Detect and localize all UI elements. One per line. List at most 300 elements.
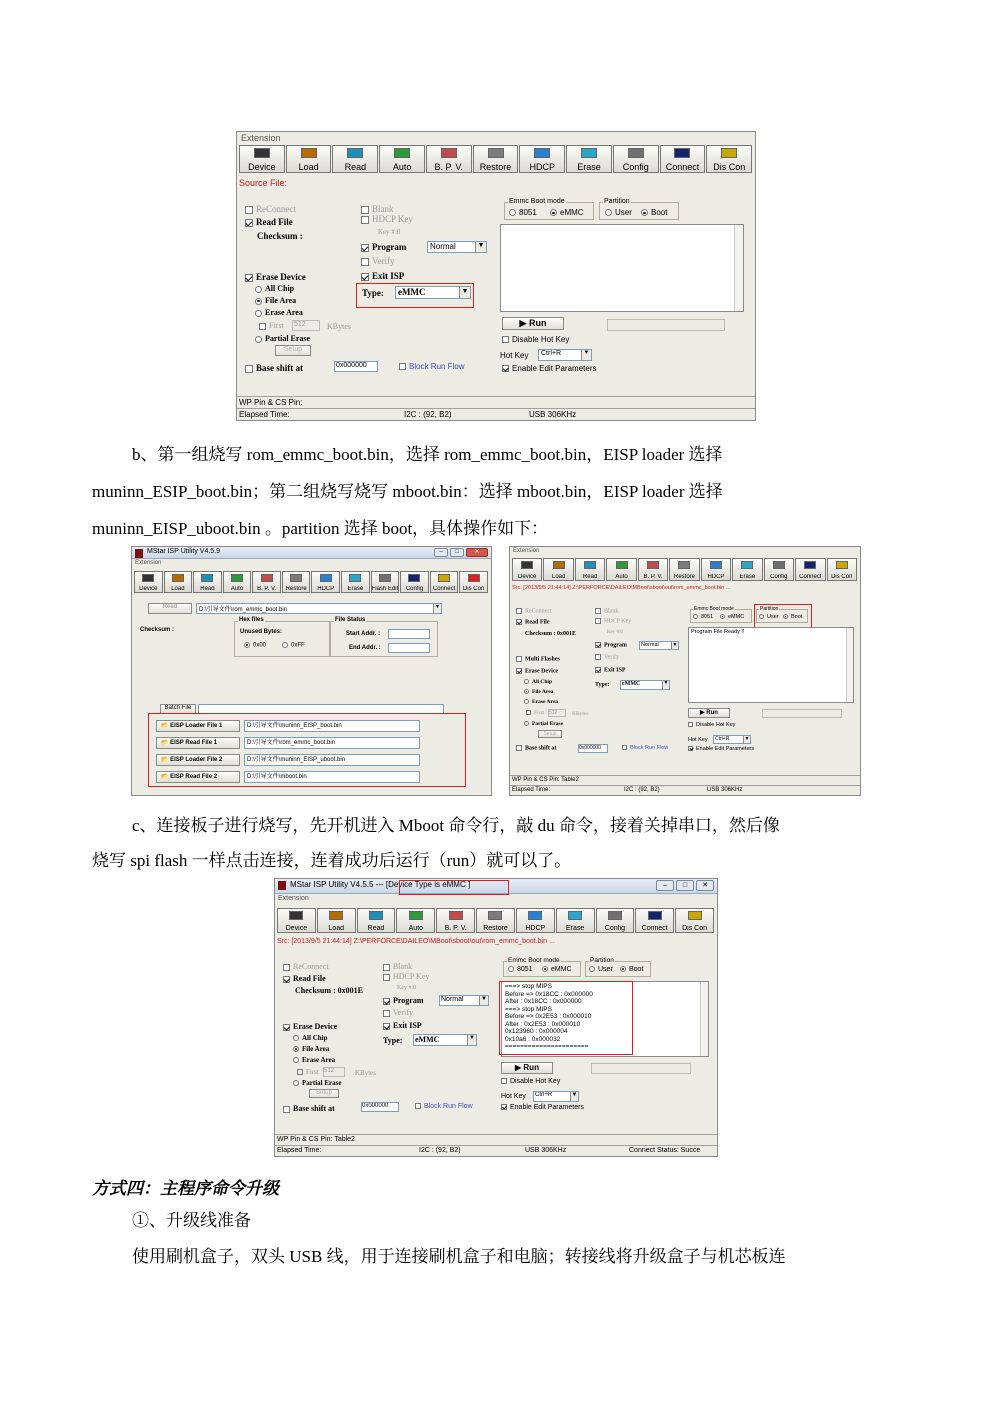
toolbar-label: Device	[248, 162, 276, 172]
blank-checkbox[interactable]: Blank	[383, 962, 412, 971]
program-checkbox[interactable]: Program	[595, 642, 627, 648]
usb-status: USB 306KHz	[529, 410, 577, 419]
enable-edit-parameters-checkbox[interactable]: Enable Edit Parameters	[688, 746, 754, 752]
toolbar-label: Dis Con	[713, 162, 746, 172]
toolbar-label: HDCP	[707, 574, 725, 580]
base-shift-input[interactable]: 0x000000	[361, 1102, 399, 1112]
toolbar-label: Device	[518, 574, 537, 580]
toolbar-connect-button[interactable]	[635, 908, 674, 933]
minimize-button[interactable]: –	[656, 880, 674, 891]
type-label: Type:	[383, 1036, 403, 1045]
restore-icon	[290, 574, 302, 582]
toolbar-label: Connect	[799, 574, 822, 580]
toolbar-label: Erase	[577, 162, 601, 172]
checksum-label: Checksum : 0x001E	[295, 986, 364, 995]
log-line: After : 0x2E53 : 0x000010	[505, 1020, 581, 1028]
toolbar-label: Erase	[565, 925, 585, 932]
run-icon: ▶	[700, 710, 707, 716]
toolbar-label: Restore	[479, 162, 512, 172]
toolbar-dis-con-button[interactable]	[459, 571, 488, 593]
config-icon	[628, 148, 644, 158]
program-mode-select[interactable]: Normal ▼	[641, 642, 678, 648]
all-chip-radio[interactable]: All Chip	[293, 1034, 327, 1042]
log-box[interactable]	[500, 224, 744, 312]
partition-highlight-box	[754, 604, 812, 629]
exit-isp-checkbox[interactable]: Exit ISP	[361, 271, 404, 281]
base-shift-checkbox[interactable]: Base shift at	[516, 745, 556, 751]
setup-button[interactable]: Setup	[538, 730, 562, 738]
file-status-title: File Status	[335, 617, 366, 623]
fill-ff-radio[interactable]: 0xFF	[282, 642, 305, 649]
program-checkbox[interactable]: Program	[383, 996, 424, 1005]
close-button[interactable]: ✕	[696, 880, 714, 891]
toolbar-auto-button[interactable]	[223, 571, 252, 593]
toolbar-device-button[interactable]	[134, 571, 163, 593]
elapsed-time: Elapsed Time:	[239, 410, 290, 419]
emmc-boot-mode-title: Emmc Boot mode	[508, 957, 560, 964]
disable-hot-key-checkbox[interactable]: Disable Hot Key	[502, 335, 569, 344]
eisp-file-4-path[interactable]: D:\引导文件\mboot.bin	[244, 771, 420, 783]
toolbar-read-button[interactable]	[357, 908, 396, 933]
blank-checkbox[interactable]: Blank	[361, 204, 394, 214]
verify-checkbox[interactable]: Verify	[361, 256, 395, 266]
toolbar-label: Auto	[615, 574, 628, 580]
hdcp-icon	[710, 561, 722, 569]
toolbar-label: Connect	[641, 925, 668, 932]
toolbar-label: Connect	[432, 586, 456, 592]
menu-extension[interactable]: Extension	[135, 560, 162, 566]
erase-icon	[568, 911, 582, 920]
toolbar-config-button[interactable]	[596, 908, 635, 933]
partition-title: Partition	[590, 957, 614, 964]
dis-con-icon	[721, 148, 737, 158]
log-line: ===> stop MIPS	[505, 983, 552, 990]
log-highlight-box	[499, 981, 633, 1055]
hot-key-select[interactable]: Ctrl+R ▼	[538, 349, 592, 361]
type-select[interactable]: eMMC ▼	[395, 286, 471, 299]
read-file-path[interactable]: D:\引导文件\rom_emmc_boot.bin ▼	[196, 603, 442, 614]
toolbar-label: Config	[405, 586, 424, 592]
usb-status: USB 306KHz	[707, 787, 743, 793]
hdcp-key-checkbox[interactable]: HDCP Key	[595, 618, 631, 624]
file-area-radio[interactable]: File Area	[255, 296, 296, 305]
toolbar-hdcp-button[interactable]	[516, 908, 555, 933]
run-button[interactable]: ▶ Run	[502, 317, 564, 330]
reconnect-checkbox[interactable]: ReConnect	[245, 204, 296, 214]
toolbar-hdcp-button[interactable]	[701, 558, 731, 581]
erase-device-checkbox[interactable]: Erase Device	[245, 272, 306, 282]
read-button[interactable]: Read	[148, 603, 192, 614]
toolbar-label: HDCP	[525, 925, 546, 932]
toolbar-load-button[interactable]	[286, 145, 332, 173]
first-kbytes-input[interactable]: 512	[292, 320, 320, 331]
kbytes-label: KBytes	[327, 322, 351, 331]
toolbar-label: Auto	[408, 925, 424, 932]
minimize-button[interactable]: –	[434, 548, 448, 557]
verify-checkbox[interactable]: Verify	[383, 1008, 413, 1017]
end-address-field	[388, 643, 430, 653]
eisp-file-3-path[interactable]: D:\引导文件\muninn_EISP_uboot.bin	[244, 754, 420, 766]
eisp-file-2-path[interactable]: D:\引导文件\rom_emmc_boot.bin	[244, 737, 420, 749]
toolbar-config-button[interactable]	[613, 145, 659, 173]
isp-utility-window-left	[131, 546, 492, 796]
device-icon	[142, 574, 154, 582]
para-b-line-2: muninn_ESIP_boot.bin；第二组烧写烧写 mboot.bin：选择 mboot.bin，EISP loader 选择	[92, 482, 723, 501]
usb-status: USB 306KHz	[525, 1147, 567, 1154]
auto-icon	[394, 148, 410, 158]
toolbar	[277, 908, 715, 933]
toolbar-dis-con-button[interactable]	[706, 145, 752, 173]
toolbar-erase-button[interactable]	[341, 571, 370, 593]
run-icon: ▶	[515, 1063, 524, 1072]
hot-key-select[interactable]: Ctrl+R ▼	[533, 1091, 579, 1102]
eisp-file-3-button[interactable]: 📂 EISP Loader File 2	[156, 754, 240, 766]
erase-icon	[741, 561, 753, 569]
toolbar-device-button[interactable]	[239, 145, 285, 173]
hdcp-icon	[320, 574, 332, 582]
restore-icon	[488, 148, 504, 158]
para-last: 使用刷机盒子，双头 USB 线，用于连接刷机盒子和电脑；转接线将升级盒子与机芯板连	[132, 1247, 786, 1266]
checksum-label: Checksum :	[140, 627, 175, 633]
type-label: Type:	[362, 288, 384, 298]
read-icon	[347, 148, 363, 158]
base-shift-checkbox[interactable]: Base shift at	[245, 363, 303, 373]
setup-button[interactable]: Setup	[309, 1089, 339, 1098]
status-bar-wp: WP Pin & CS Pin: Table2	[510, 775, 860, 785]
toolbar-label: Config	[604, 925, 626, 932]
dis-con-icon	[468, 574, 480, 582]
partition-boot-radio[interactable]: Boot	[783, 614, 802, 620]
unused-bytes-label: Unused Bytes:	[240, 629, 283, 635]
toolbar-hdcp-button[interactable]	[519, 145, 565, 173]
connect-status: Connect Status: Succe	[629, 1147, 701, 1154]
toolbar-read-button[interactable]	[332, 145, 378, 173]
read-file-checkbox[interactable]: Read File	[283, 974, 326, 983]
b-p-v-icon	[449, 911, 463, 920]
para-c-line-2: 烧写 spi flash 一样点击连接，连着成功后运行（run）就可以了。	[92, 851, 572, 870]
start-address-field	[388, 629, 430, 639]
log-line: 0x10a6 : 0x000032	[505, 1035, 561, 1043]
toolbar-restore-button[interactable]	[476, 908, 515, 933]
mode-emmc-radio[interactable]: eMMC	[720, 614, 744, 620]
disable-hot-key-checkbox[interactable]: Disable Hot Key	[501, 1078, 560, 1085]
log-scrollbar[interactable]	[700, 982, 708, 1056]
auto-icon	[231, 574, 243, 582]
first-checkbox[interactable]: First	[526, 710, 544, 716]
hot-key-label: Hot Key	[688, 737, 708, 743]
device-type-highlight-box	[399, 880, 509, 895]
toolbar-label: Restore	[285, 586, 307, 592]
partition-user-radio[interactable]: User	[759, 614, 779, 620]
exit-isp-checkbox[interactable]: Exit ISP	[383, 1021, 422, 1030]
mode-8051-radio[interactable]: 8051	[508, 966, 533, 973]
toolbar-label: B. P. V.	[643, 574, 663, 580]
partition-boot-radio[interactable]: Boot	[641, 208, 667, 217]
menu-bar	[132, 560, 491, 569]
toolbar-label: B. P. V.	[444, 925, 467, 932]
hdcp-key-checkbox[interactable]: HDCP Key	[361, 214, 413, 224]
file-area-radio[interactable]: File Area	[293, 1045, 329, 1053]
menu-bar	[275, 895, 717, 906]
mode-8051-radio[interactable]: 8051	[509, 208, 537, 217]
toolbar-label: Read	[200, 586, 215, 592]
file-area-radio[interactable]: File Area	[524, 689, 553, 695]
toolbar-label: Restore	[673, 574, 695, 580]
toolbar-load-button[interactable]	[543, 558, 573, 581]
section-heading: 方式四：主程序命令升级	[92, 1179, 279, 1199]
toolbar-auto-button[interactable]	[379, 145, 425, 173]
log-scrollbar[interactable]	[846, 628, 853, 702]
run-button[interactable]: ▶ Run	[688, 708, 730, 718]
read-file-checkbox[interactable]: Read File	[245, 217, 293, 227]
toolbar-label: Device	[285, 925, 308, 932]
read-file-checkbox[interactable]: Read File	[516, 619, 550, 625]
source-path: Src: [2013/9/5 21:44:14] Z:\PERFORCE\DAILEO\MBoot\sboot\out\rom_emmc_boot.bin ...	[512, 585, 731, 591]
i2c-status: I2C : (92, B2)	[419, 1147, 461, 1154]
erase-area-radio[interactable]: Erase Area	[293, 1056, 335, 1064]
toolbar-label: Config	[770, 574, 788, 580]
partial-erase-radio[interactable]: Partial Erase	[293, 1079, 341, 1087]
toolbar-dis-con-button[interactable]	[827, 558, 857, 581]
status-bar-wp: WP Pin & CS Pin:	[237, 396, 755, 408]
log-scrollbar[interactable]	[734, 225, 743, 311]
connect-icon	[648, 911, 662, 920]
reconnect-checkbox[interactable]: ReConnect	[516, 608, 552, 614]
toolbar-label: HDCP	[317, 586, 335, 592]
folder-icon: 📂	[161, 740, 171, 746]
exit-isp-checkbox[interactable]: Exit ISP	[595, 667, 626, 673]
base-shift-input[interactable]: 0x000000	[578, 744, 608, 753]
dis-con-icon	[688, 911, 702, 920]
erase-icon	[349, 574, 361, 582]
load-icon	[172, 574, 184, 582]
toolbar-label: Read	[367, 925, 385, 932]
emmc-boot-mode-title: Emmc Boot mode	[509, 198, 565, 205]
erase-area-radio[interactable]: Erase Area	[524, 699, 558, 705]
eisp-file-1-path[interactable]: D:\引导文件\muninn_EISP_boot.bin	[244, 720, 420, 732]
b-p-v-icon	[261, 574, 273, 582]
isp-utility-window-3	[274, 878, 718, 1157]
eisp-file-4-button[interactable]: 📂 EISP Read File 2	[156, 771, 240, 783]
toolbar-label: Restore	[483, 925, 508, 932]
first-kbytes-input[interactable]: 512	[548, 709, 566, 717]
eisp-file-1-button[interactable]: 📂 EISP Loader File 1	[156, 720, 240, 732]
toolbar-erase-button[interactable]	[566, 145, 612, 173]
menu-extension[interactable]: Extension	[278, 895, 309, 902]
erase-icon	[581, 148, 597, 158]
toolbar-device-button[interactable]	[512, 558, 542, 581]
hdcp-key-checkbox[interactable]: HDCP Key	[383, 972, 429, 981]
toolbar-connect-button[interactable]	[795, 558, 825, 581]
isp-extension-window-2	[509, 546, 861, 796]
toolbar-label: Erase	[347, 586, 364, 592]
close-button[interactable]: ✕	[466, 548, 488, 557]
toolbar	[512, 558, 858, 581]
block-run-flow-checkbox[interactable]: Block Run Flow	[415, 1103, 473, 1110]
app-icon	[278, 881, 286, 890]
folder-icon: 📂	[161, 757, 171, 763]
start-address-label: Start Addr. :	[346, 631, 381, 637]
mode-emmc-radio[interactable]: eMMC	[542, 966, 572, 973]
erase-device-checkbox[interactable]: Erase Device	[516, 668, 558, 674]
load-icon	[329, 911, 343, 920]
checksum-label: Checksum : 0x001E	[525, 631, 577, 637]
type-select[interactable]: eMMC ▼	[620, 680, 670, 690]
disable-hot-key-checkbox[interactable]: Disable Hot Key	[688, 722, 735, 728]
verify-checkbox[interactable]: Verify	[595, 654, 619, 660]
eisp-file-2-button[interactable]: 📂 EISP Read File 1	[156, 737, 240, 749]
block-run-flow-checkbox[interactable]: Block Run Flow	[399, 362, 465, 371]
toolbar-read-button[interactable]	[193, 571, 222, 593]
hdcp-icon	[528, 911, 542, 920]
key-number: Key #:0	[378, 228, 401, 236]
first-checkbox[interactable]: First	[259, 321, 284, 330]
partial-erase-radio[interactable]: Partial Erase	[255, 334, 310, 343]
toolbar-b-p-v-button[interactable]	[436, 908, 475, 933]
log-line: Program File Ready !!	[691, 629, 745, 635]
base-shift-checkbox[interactable]: Base shift at	[283, 1104, 335, 1113]
toolbar-label: B. P. V.	[434, 162, 464, 172]
partition-boot-radio[interactable]: Boot	[620, 966, 643, 973]
elapsed-time: Elapsed Time:	[512, 787, 551, 793]
reconnect-checkbox[interactable]: ReConnect	[283, 962, 329, 971]
toolbar-erase-button[interactable]	[732, 558, 762, 581]
maximize-button[interactable]: □	[676, 880, 694, 891]
type-select[interactable]: eMMC ▼	[413, 1034, 477, 1046]
kbytes-label: KBytes	[355, 1069, 376, 1077]
toolbar-auto-button[interactable]	[606, 558, 636, 581]
window-title: Extension	[241, 133, 281, 143]
toolbar-label: Auto	[230, 586, 244, 592]
auto-icon	[409, 911, 423, 920]
key-number: Key #:0	[397, 985, 417, 991]
multi-flashes-checkbox[interactable]: Multi Flashes	[516, 656, 560, 662]
connect-icon	[438, 574, 450, 582]
log-line: Before => 0x18CC : 0x000000	[505, 990, 593, 998]
run-button[interactable]: ▶ Run	[501, 1062, 553, 1074]
fill-00-radio[interactable]: 0x00	[244, 642, 266, 649]
toolbar-label: Load	[298, 162, 319, 172]
toolbar-restore-button[interactable]	[669, 558, 699, 581]
hot-key-select[interactable]: Ctrl+R ▼	[715, 736, 750, 742]
load-icon	[301, 148, 317, 158]
run-icon: ▶	[519, 318, 529, 328]
elapsed-time: Elapsed Time:	[277, 1147, 322, 1154]
device-icon	[254, 148, 270, 158]
partition-title: Partition	[604, 198, 630, 205]
enable-edit-parameters-checkbox[interactable]: Enable Edit Parameters	[501, 1104, 584, 1111]
toolbar-flash-edit-button[interactable]	[371, 571, 400, 593]
partition-user-radio[interactable]: User	[605, 208, 632, 217]
run-status-field	[607, 319, 725, 331]
toolbar-b-p-v-button[interactable]	[638, 558, 668, 581]
b-p-v-icon	[647, 561, 659, 569]
source-path: Src: [2013/9/5 21:44:14] Z:\PERFORCE\DAILEO\MBoot\sboot\out\rom_emmc_boot.bin ...	[277, 938, 555, 945]
title-bar: MStar ISP Utility V4.5.5 --- [Device Type is eMMC ] – □ ✕	[275, 879, 717, 894]
mode-emmc-radio[interactable]: eMMC	[550, 208, 584, 217]
end-address-label: End Addr. :	[349, 645, 381, 651]
toolbar-label: Load	[328, 925, 344, 932]
program-mode-select[interactable]: Normal ▼	[439, 995, 489, 1006]
toolbar-label: Load	[171, 586, 185, 592]
read-icon	[369, 911, 383, 920]
isp-extension-window-1	[236, 131, 756, 421]
mode-8051-radio[interactable]: 8051	[693, 614, 713, 620]
all-chip-radio[interactable]: All Chip	[255, 284, 294, 293]
toolbar-b-p-v-button[interactable]	[252, 571, 281, 593]
program-mode-select[interactable]: Normal ▼	[427, 241, 487, 253]
toolbar-connect-button[interactable]	[660, 145, 706, 173]
maximize-button[interactable]: □	[450, 548, 464, 557]
toolbar-load-button[interactable]	[317, 908, 356, 933]
run-status-field	[591, 1063, 691, 1074]
device-icon	[521, 561, 533, 569]
toolbar	[239, 145, 753, 173]
toolbar-config-button[interactable]	[764, 558, 794, 581]
toolbar-load-button[interactable]	[164, 571, 193, 593]
toolbar-restore-button[interactable]	[282, 571, 311, 593]
toolbar-connect-button[interactable]	[430, 571, 459, 593]
toolbar-read-button[interactable]	[575, 558, 605, 581]
hot-key-label: Hot Key	[501, 1093, 526, 1100]
blank-checkbox[interactable]: Blank	[595, 608, 618, 614]
partition-user-radio[interactable]: User	[589, 966, 613, 973]
log-box[interactable]	[688, 627, 854, 703]
i2c-status: I2C : (92, B2)	[624, 787, 660, 793]
toolbar-label: Erase	[739, 574, 756, 580]
toolbar-auto-button[interactable]	[396, 908, 435, 933]
toolbar-label: B. P. V.	[257, 586, 277, 592]
toolbar-label: Read	[582, 574, 598, 580]
emmc-boot-mode-title: Emmc Boot mode	[694, 606, 734, 612]
first-checkbox[interactable]: First	[297, 1068, 319, 1076]
partial-erase-radio[interactable]: Partial Erase	[524, 721, 563, 727]
i2c-status: I2C : (92, B2)	[404, 410, 452, 419]
erase-area-radio[interactable]: Erase Area	[255, 308, 303, 317]
load-icon	[553, 561, 565, 569]
toolbar-config-button[interactable]	[400, 571, 429, 593]
enable-edit-parameters-checkbox[interactable]: Enable Edit Parameters	[502, 364, 597, 373]
title-bar: MStar ISP Utility V4.5.9 – □ ✕	[132, 547, 491, 559]
para-b-line-1: b、第一组烧写 rom_emmc_boot.bin，选择 rom_emmc_boot.bin，EISP loader 选择	[132, 445, 723, 464]
toolbar-dis-con-button[interactable]	[675, 908, 714, 933]
para-c-line-1: c、连接板子进行烧写，先开机进入 Mboot 命令行，敲 du 命令，接着关掉串口，然后像	[132, 816, 780, 835]
block-run-flow-checkbox[interactable]: Block Run Flow	[622, 745, 668, 751]
b-p-v-icon	[441, 148, 457, 158]
toolbar-b-p-v-button[interactable]	[426, 145, 472, 173]
hex-files-group	[234, 621, 330, 657]
device-icon	[289, 911, 303, 920]
run-status-field	[762, 709, 842, 718]
all-chip-radio[interactable]: All Chip	[524, 679, 552, 685]
base-shift-input[interactable]: 0x000000	[334, 361, 378, 372]
toolbar-restore-button[interactable]	[473, 145, 519, 173]
batch-file-button[interactable]: Batch File	[160, 704, 196, 714]
erase-device-checkbox[interactable]: Erase Device	[283, 1022, 337, 1031]
toolbar-erase-button[interactable]	[556, 908, 595, 933]
checksum-label: Checksum :	[257, 231, 303, 241]
program-checkbox[interactable]: Program	[361, 242, 406, 252]
kbytes-label: KBytes	[572, 711, 589, 717]
first-kbytes-input[interactable]: 512	[323, 1067, 345, 1077]
folder-icon: 📂	[161, 774, 171, 780]
toolbar-hdcp-button[interactable]	[311, 571, 340, 593]
setup-button[interactable]: Setup	[275, 345, 311, 356]
toolbar-label: Config	[622, 162, 649, 172]
toolbar-label: Dis Con	[682, 925, 707, 932]
toolbar-device-button[interactable]	[277, 908, 316, 933]
para-b-line-3: muninn_EISP_uboot.bin 。partition 选择 boot，具体操作如下：	[92, 519, 549, 538]
